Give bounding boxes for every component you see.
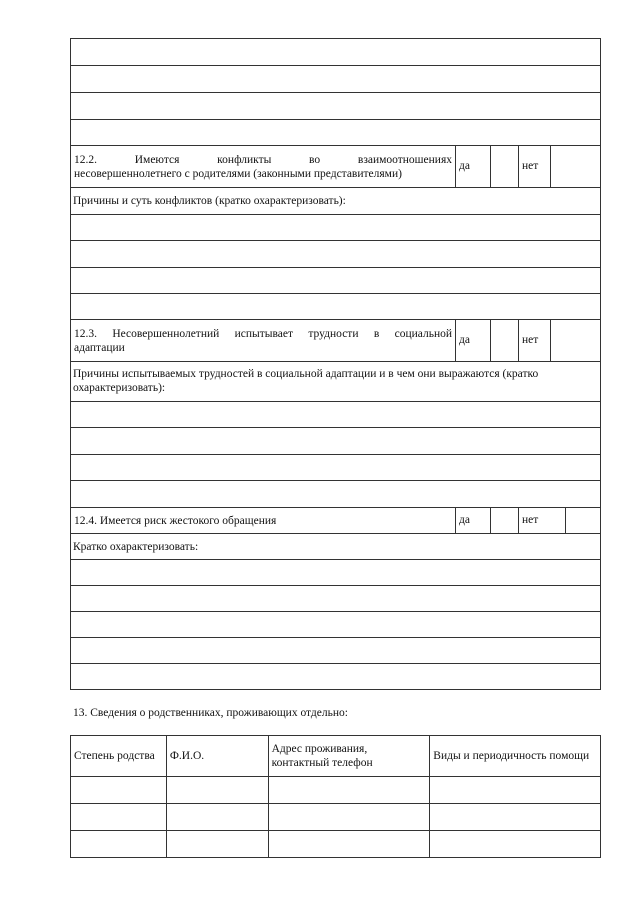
yes-label-12-4: да	[459, 514, 470, 526]
table-cell[interactable]	[268, 804, 430, 831]
section-12-frame	[70, 38, 601, 690]
divider	[518, 507, 519, 533]
divider	[565, 507, 566, 533]
yes-label-12-3: да	[459, 334, 470, 346]
question-12-2	[74, 153, 452, 181]
conflict-reasons-label: Причины и суть конфликтов (кратко охарактеризовать):	[73, 195, 346, 207]
question-12-2-line2: несовершеннолетнего с родителями (законными представителями)	[74, 168, 402, 180]
adaptation-reasons-label	[73, 367, 599, 395]
table-cell[interactable]	[166, 777, 268, 804]
table-cell[interactable]	[71, 777, 167, 804]
divider	[490, 145, 491, 187]
fill-line	[71, 401, 600, 402]
table-cell[interactable]	[430, 804, 601, 831]
divider	[550, 319, 551, 361]
fill-line	[71, 267, 600, 268]
table-row	[71, 831, 601, 858]
question-12-3	[74, 327, 452, 355]
question-12-3-line1: 12.3. Несовершеннолетний испытывает трудности в социальной	[74, 328, 452, 340]
fill-line	[71, 559, 600, 560]
divider	[550, 145, 551, 187]
table-cell[interactable]	[268, 777, 430, 804]
divider	[490, 507, 491, 533]
no-label-12-3: нет	[522, 334, 539, 346]
question-12-3-line2: адаптации	[74, 342, 125, 354]
fill-line	[71, 427, 600, 428]
table-cell[interactable]	[268, 831, 430, 858]
row-border	[71, 187, 600, 188]
fill-line	[71, 145, 600, 146]
fill-line	[71, 611, 600, 612]
fill-line	[71, 637, 600, 638]
fill-line	[71, 319, 600, 320]
column-header-address: Адрес проживания, контактный телефон	[268, 736, 430, 777]
column-header-help: Виды и периодичность помощи	[430, 736, 601, 777]
section-13-title: 13. Сведения о родственниках, проживающих отдельно:	[73, 707, 348, 719]
relatives-table-header	[71, 736, 601, 777]
fill-line	[71, 214, 600, 215]
relatives-table	[70, 735, 601, 858]
column-header-relation: Степень родства	[71, 736, 167, 777]
table-cell[interactable]	[166, 804, 268, 831]
fill-line	[71, 293, 600, 294]
fill-line	[71, 507, 600, 508]
fill-line	[71, 663, 600, 664]
divider	[490, 319, 491, 361]
row-border	[71, 361, 600, 362]
fill-line	[71, 92, 600, 93]
divider	[518, 145, 519, 187]
yes-label-12-2: да	[459, 160, 470, 172]
divider	[455, 145, 456, 187]
row-border	[71, 533, 600, 534]
question-12-2-line1: 12.2. Имеются конфликты во взаимоотношениях	[74, 154, 452, 166]
divider	[455, 319, 456, 361]
table-cell[interactable]	[71, 831, 167, 858]
adaptation-reasons-line1: Причины испытываемых трудностей в социальной адаптации и в чем они выражаются (кратко	[73, 368, 539, 380]
fill-line	[71, 585, 600, 586]
fill-line	[71, 454, 600, 455]
divider	[455, 507, 456, 533]
question-12-4: 12.4. Имеется риск жестокого обращения	[74, 515, 277, 527]
no-label-12-4: нет	[522, 514, 539, 526]
fill-line	[71, 65, 600, 66]
describe-label: Кратко охарактеризовать:	[73, 541, 199, 553]
table-row	[71, 804, 601, 831]
fill-line	[71, 240, 600, 241]
column-header-name: Ф.И.О.	[166, 736, 268, 777]
no-label-12-2: нет	[522, 160, 539, 172]
adaptation-reasons-line2: охарактеризовать):	[73, 382, 166, 394]
table-cell[interactable]	[71, 804, 167, 831]
fill-line	[71, 119, 600, 120]
table-cell[interactable]	[430, 777, 601, 804]
table-cell[interactable]	[430, 831, 601, 858]
fill-line	[71, 480, 600, 481]
table-row	[71, 777, 601, 804]
divider	[518, 319, 519, 361]
table-cell[interactable]	[166, 831, 268, 858]
